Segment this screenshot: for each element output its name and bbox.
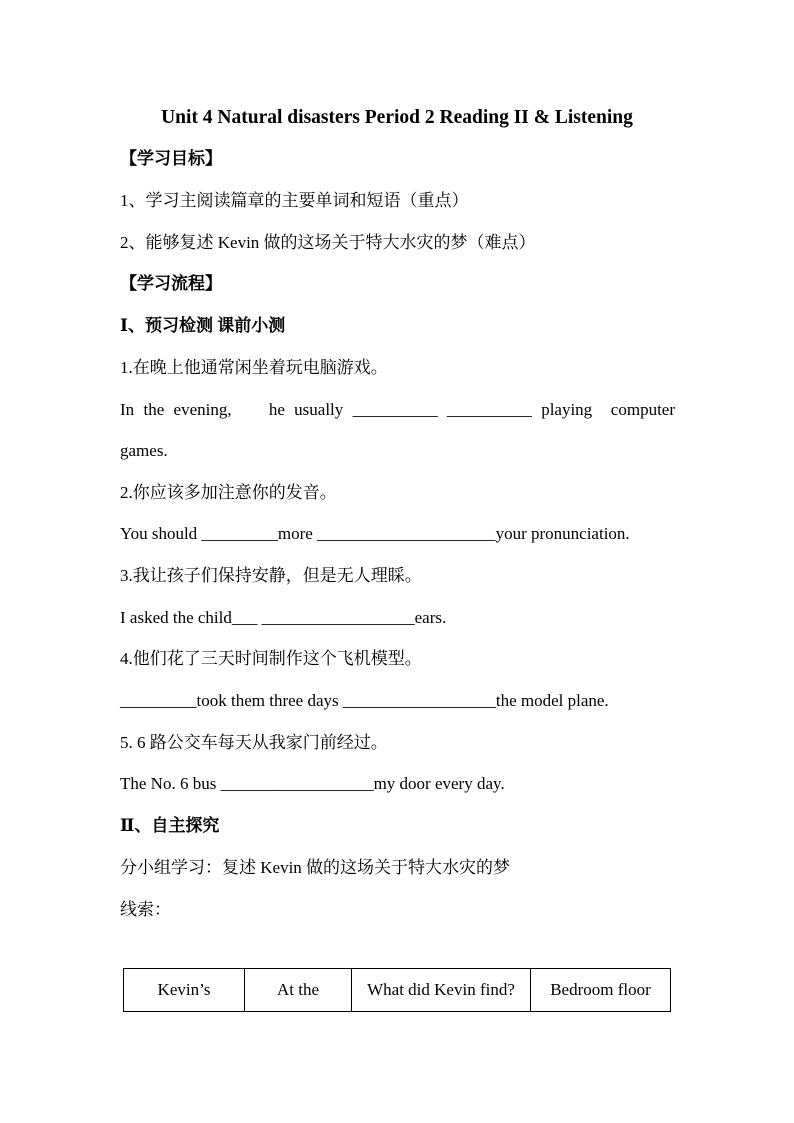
question-3-chinese: 3.我让孩子们保持安静，但是无人理睬。: [120, 566, 422, 585]
section2-heading: Ⅱ、自主探究: [120, 816, 220, 835]
question-3-english: I asked the child___ __________________ears.: [120, 608, 447, 627]
process-heading: 【学习流程】: [120, 274, 222, 293]
clue-label: 线索：: [120, 900, 171, 919]
question-1-english-cont: games.: [120, 441, 168, 460]
question-5-english: The No. 6 bus __________________my door every day.: [120, 774, 505, 793]
table-cell: What did Kevin find?: [352, 969, 531, 1012]
section1-heading: Ⅰ、预习检测 课前小测: [120, 316, 286, 335]
question-4-english: _________took them three days __________________the model plane.: [120, 691, 609, 710]
question-2-chinese: 2.你应该多加注意你的发音。: [120, 483, 337, 502]
table-cell: At the: [245, 969, 352, 1012]
table-cell: Bedroom floor: [531, 969, 671, 1012]
question-1-english: In the evening, he usually __________ __________ playing computer: [120, 400, 675, 419]
question-5-chinese: 5. 6 路公交车每天从我家门前经过。: [120, 733, 388, 752]
goal-item-2: 2、能够复述 Kevin 做的这场关于特大水灾的梦（难点）: [120, 233, 536, 252]
goal-item-1: 1、学习主阅读篇章的主要单词和短语（重点）: [120, 191, 469, 210]
question-2-english: You should _________more _____________________your pronunciation.: [120, 524, 630, 543]
question-1-chinese: 1.在晚上他通常闲坐着玩电脑游戏。: [120, 358, 388, 377]
clue-table: [123, 968, 671, 1012]
question-4-chinese: 4.他们花了三天时间制作这个飞机模型。: [120, 649, 422, 668]
goals-heading: 【学习目标】: [120, 149, 222, 168]
table-cell: Kevin’s: [124, 969, 245, 1012]
page-title: Unit 4 Natural disasters Period 2 Reading II & Listening: [161, 107, 633, 128]
section2-task: 分小组学习：复述 Kevin 做的这场关于特大水灾的梦: [120, 858, 511, 877]
table-row: [124, 969, 671, 1012]
